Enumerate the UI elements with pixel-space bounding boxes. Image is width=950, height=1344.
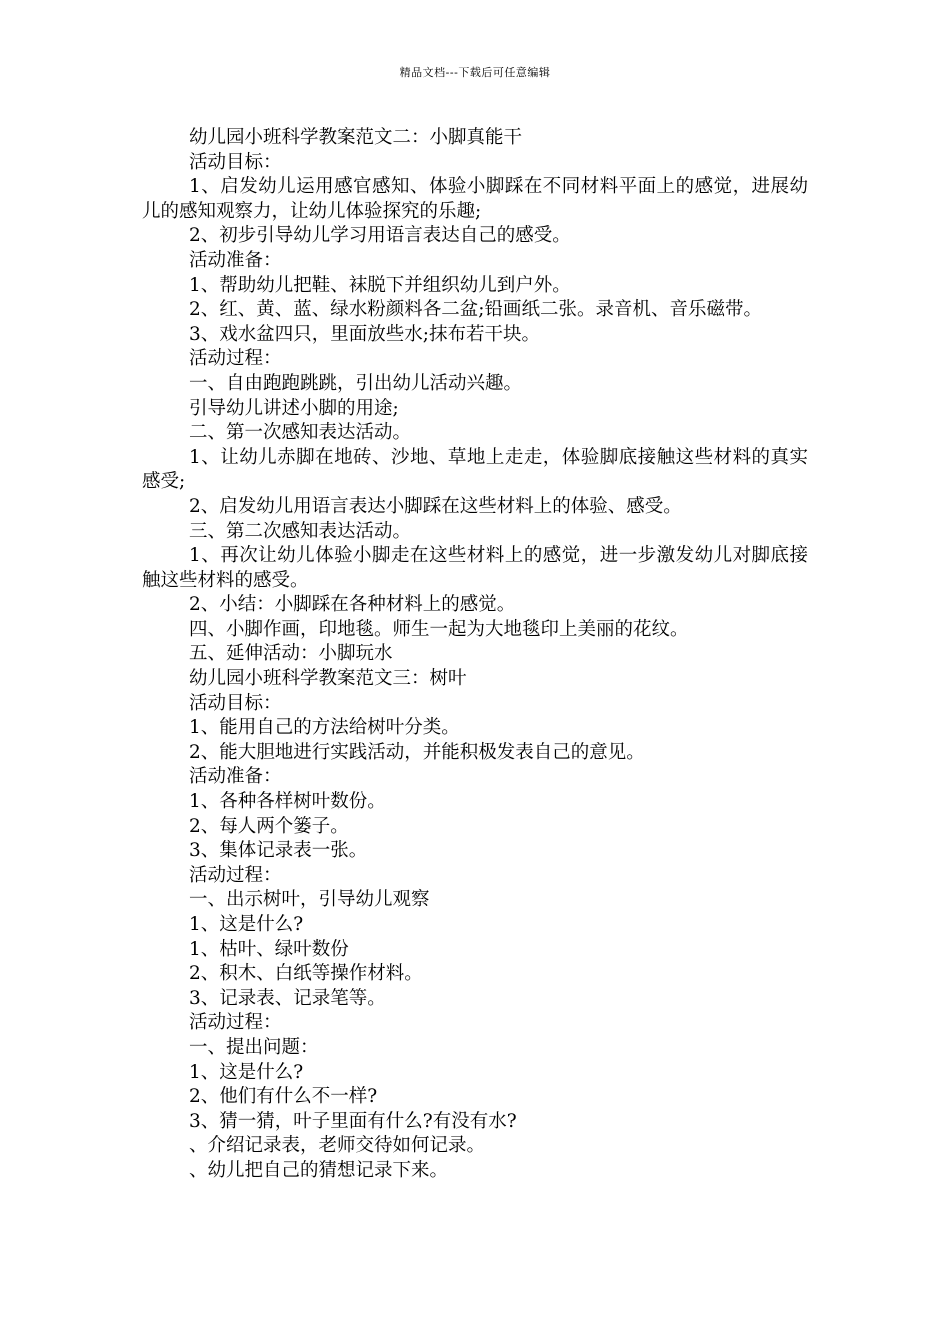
paragraph: 2、启发幼儿用语言表达小脚踩在这些材料上的体验、感受。 [189,495,682,517]
paragraph: 2、他们有什么不一样? [189,1086,378,1108]
paragraph: 、介绍记录表，老师交待如何记录。 [189,1135,486,1157]
paragraph: 活动过程： [189,864,282,886]
paragraph: 3、记录表、记录笔等。 [189,987,386,1009]
paragraph: 2、积木、白纸等操作材料。 [189,963,423,985]
paragraph: 3、集体记录表一张。 [189,840,368,862]
paragraph: 2、红、黄、蓝、绿水粉颜料各二盆;铅画纸二张。录音机、音乐磁带。 [189,299,763,321]
paragraph: 一、提出问题： [189,1036,319,1058]
paragraph: 2、小结：小脚踩在各种材料上的感觉。 [189,594,516,616]
paragraph: 一、出示树叶，引导幼儿观察 [189,889,430,911]
paragraph: 活动目标： [189,151,282,173]
paragraph: 活动准备： [189,766,282,788]
paragraph: 1、启发幼儿运用感官感知、体验小脚踩在不同材料平面上的感觉，进展幼儿的感知观察力，让幼儿体验探究的乐趣; [142,176,808,222]
paragraph: 1、这是什么? [189,1061,304,1083]
paragraph: 五、延伸活动：小脚玩水 [189,643,393,665]
paragraph: 引导幼儿讲述小脚的用途; [189,397,399,419]
document-body [142,126,808,1184]
paragraph: 1、帮助幼儿把鞋、袜脱下并组织幼儿到户外。 [189,274,571,296]
paragraph: 1、各种各样树叶数份。 [189,791,386,813]
paragraph: 活动准备： [189,249,282,271]
paragraph: 3、猜一猜，叶子里面有什么?有没有水? [189,1110,517,1132]
paragraph: 1、再次让幼儿体验小脚走在这些材料上的感觉，进一步激发幼儿对脚底接触这些材料的感受。 [142,545,808,591]
paragraph: 三、第二次感知表达活动。 [189,520,412,542]
paragraph: 1、让幼儿赤脚在地砖、沙地、草地上走走，体验脚底接触这些材料的真实感受; [142,446,808,493]
paragraph: 2、每人两个篓子。 [189,815,349,837]
paragraph: 2、初步引导幼儿学习用语言表达自己的感受。 [189,225,571,247]
paragraph: 幼儿园小班科学教案范文三：树叶 [189,668,467,690]
paragraph: 一、自由跑跑跳跳，引出幼儿活动兴趣。 [189,372,523,394]
paragraph: 活动过程： [189,348,282,370]
paragraph: 1、能用自己的方法给树叶分类。 [189,717,460,739]
paragraph: 二、第一次感知表达活动。 [189,422,412,444]
paragraph: 2、能大胆地进行实践活动，并能积极发表自己的意见。 [189,741,645,763]
paragraph: 幼儿园小班科学教案范文二：小脚真能干 [189,127,523,148]
page-header: 精品文档---下载后可任意编辑 [399,66,551,79]
paragraph: 1、枯叶、绿叶数份 [189,938,349,960]
paragraph: 、幼儿把自己的猜想记录下来。 [189,1159,449,1181]
paragraph: 3、戏水盆四只，里面放些水;抹布若干块。 [189,323,541,345]
paragraph: 活动过程： [189,1012,282,1034]
paragraph: 活动目标： [189,692,282,714]
paragraph: 1、这是什么? [189,914,304,935]
paragraph: 四、小脚作画，印地毯。师生一起为大地毯印上美丽的花纹。 [189,618,689,640]
